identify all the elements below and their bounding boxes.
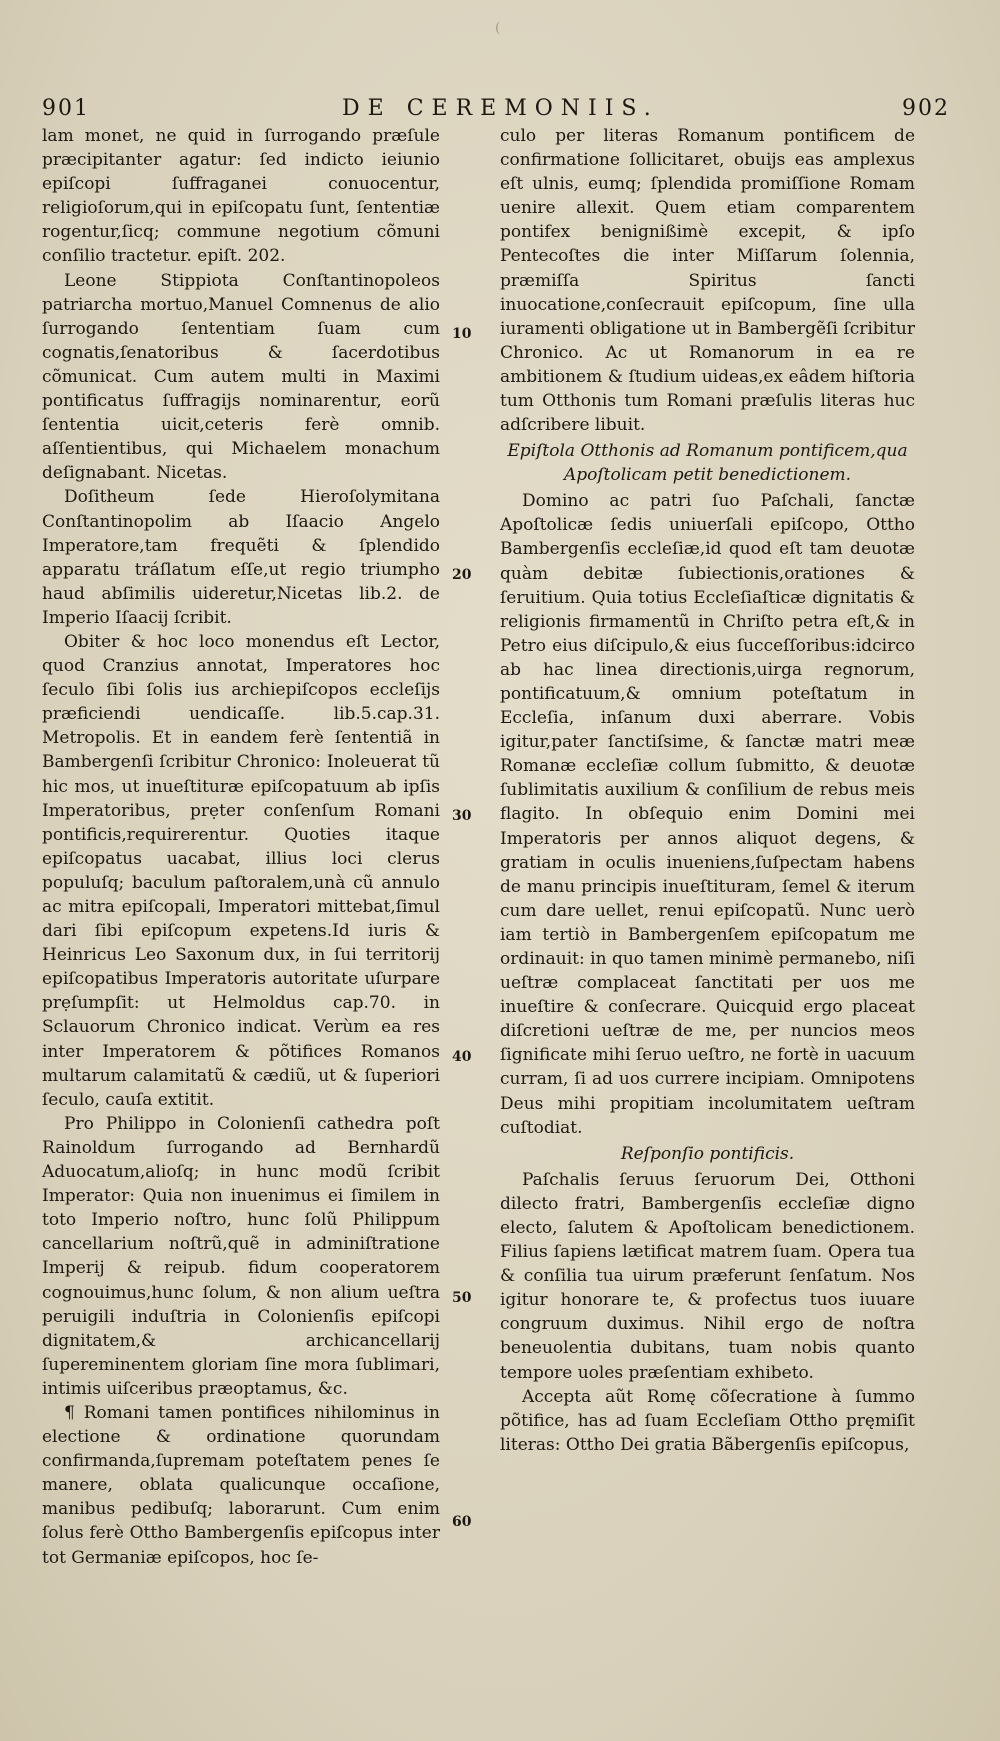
section-heading: Epiſtola Otthonis ad Romanum pontificem,qua Apoſtolicam petit benedictionem. (507, 441, 908, 486)
line-number: 30 (452, 808, 472, 824)
line-number: 10 (452, 326, 472, 342)
section-heading: Reſponſio pontificis. (620, 1143, 795, 1164)
right-column (500, 124, 915, 1457)
left-paragraph: Obiter & hoc loco monendus eſt Lector, quod Cranzius annotat, Imperatores hoc ſeculo ſibi ſolis ius archiepiſcopos eccleſijs præficiendi uendicaſſe. lib.5.cap.31. Metropolis. Et in eandem ferè ſententiã in Bambergenſi ſcribitur Chronico: Inoleuerat tũ hic mos, ut inueſtituræ epiſcopatuum ab ipſis Imperatoribus, prẹter conſenſum Romani pontificis,requirerentur. Quoties itaque epiſcopatus uacabat, illius loci clerus populuſq; baculum paſtoralem,unà cũ annulo ac mitra epiſcopali, Imperatori mittebat,ſimul dari ſibi epiſcopum expetens.Id iuris & Heinricus Leo Saxonum dux, in ſui territorij epiſcopatibus Imperatoris autoritate uſurpare prẹſumpſit: ut Helmoldus cap.70. in Sclauorum Chronico indicat. Verùm ea res inter Imperatorem & põtifices Romanos multarum calamitatũ & cædiũ, ut & ſuperiori ſeculo, cauſa extitit. (42, 631, 440, 1110)
page-number-left: 901 (42, 96, 90, 121)
right-paragraph: Domino ac patri ſuo Paſchali, ſanctæ Apoſtolicæ ſedis uniuerſali epiſcopo, Ottho Bambergenſis eccleſiæ,id quod eſt tam deuotæ quàm debitæ ſubiectionis,orationes & ſeruitium. Quia totius Eccleſiaſticæ dignitatis & religionis firmamentũ in Chriſto petra eſt,& in Petro eius diſcipulo,& eius ſucceſſoribus:idcirco ab hac linea directionis,uirga regnorum, pontificatuum,& omnium poteſtatum in Eccleſia, inſanum duxi aberrare. Vobis igitur,pater ſanctiſsime, & ſanctæ matri meæ Romanæ eccleſiæ collum ſubmitto, & deuotæ ſublimitatis auxilium & conſilium de rebus meis flagito. In obſequio enim Domini mei Imperatoris per annos aliquot degens, & gratiam in oculis inueniens,ſuſpectam habens de manu principis inueſtituram, ſemel & iterum cum dare uellet, renui epiſcopatũ. Nunc uerò iam tertiò in Bambergenſem epiſcopatum me ordinauit: in quo tamen minimè permanebo, niſi ueſtræ complaceat ſanctitati per uos me inueſtire & conſecrare. Quicquid ergo placeat diſcretioni ueſtræ de me, per nuncios meos ſignificate mihi ſeruo ueſtro, ne fortè in uacuum curram, ſi ad uos currere incipiam. Omnipotens Deus mihi propitiam incolumitatem ueſtram cuſtodiat. (500, 491, 915, 1138)
line-number: 20 (452, 567, 472, 583)
left-paragraph: Pro Philippo in Colonienſi cathedra poſt Rainoldum ſurrogando ad Bernhardũ Aduocatum,alioſq; in hunc modũ ſcribit Imperator: Quia non inuenimus ei ſimilem in toto Imperio noſtro, hunc ſolũ Philippum cancellarium noſtrũ,quẽ in adminiſtratione Imperij & reipub. fidum cooperatorem cognouimus,hunc ſolum, & non alium ueſtra peruigili induſtria in Colonienſis epiſcopi dignitatem,& archicancellarij ſupereminentem gloriam ſine mora ſublimari, intimis uiſceribus præoptamus, &c. (42, 1113, 440, 1399)
left-paragraph: Doſitheum ſede Hieroſolymitana Conſtantinopolim ab Iſaacio Angelo Imperatore,tam frequẽti & ſplendido apparatu tráſlatum eſſe,ut regio triumpho haud abſimilis uideretur,Nicetas lib.2. de Imperio Iſaacij ſcribit. (42, 487, 440, 628)
line-number: 50 (452, 1290, 472, 1306)
line-number: 40 (452, 1049, 472, 1065)
left-column (42, 124, 440, 1570)
running-title: DE CEREMONIIS. (342, 96, 659, 121)
right-paragraph: culo per literas Romanum pontificem de confirmatione ſollicitaret, obuijs eas amplexus eſt ulnis, eumq; ſplendida promiſſione Romam uenire allexit. Quem etiam comparentem pontifex benignißimè excepit, & ipſo Pentecoſtes die inter Miſſarum ſolennia, præmiſſa Spiritus ſancti inuocatione,conſecrauit epiſcopum, ſine ulla iuramenti obligatione ut in Bambergẽſi ſcribitur Chronico. Ac ut Romanorum in ea re ambitionem & ſtudium uideas,ex eâdem hiſtoria tum Otthonis tum Romani præſulis literas huc adſcribere libuit. (500, 126, 915, 436)
page-number-right: 902 (902, 96, 950, 121)
right-paragraph: Paſchalis ſeruus ſeruorum Dei, Otthoni dilecto fratri, Bambergenſis eccleſiæ digno electo, ſalutem & Apoſtolicam benedictionem. Filius ſapiens lætificat matrem ſuam. Opera tua & conſilia tua uirum præferunt ſenſatum. Nos igitur honorare te, & profectus tuos iuuare congruum duximus. Nihil ergo de noſtra beneuolentia dubitans, tuam nobis quanto tempore uoles præſentiam exhibeto. (500, 1169, 915, 1383)
left-paragraph: ¶ Romani tamen pontifices nihilominus in electione & ordinatione quorundam confirmanda,ſupremam poteſtatem penes ſe manere, oblata qualicunque occaſione, manibus pedibuſq; laborarunt. Cum enim ſolus ferè Ottho Bambergenſis epiſcopus inter tot Germaniæ epiſcopos, hoc ſe- (42, 1402, 440, 1568)
line-number: 60 (452, 1514, 472, 1530)
left-paragraph: Leone Stippiota Conſtantinopoleos patriarcha mortuo,Manuel Comnenus de alio ſurrogando ſententiam ſuam cum cognatis,ſenatoribus & ſacerdotibus cõmunicat. Cum autem multi in Maximi pontificatus ſuffragijs nominarentur, eorũ ſententia uicit,ceteris ferè omnib. aſſentientibus, qui Michaelem monachum deſignabant. Nicetas. (42, 270, 440, 484)
top-ornament: ( (495, 20, 501, 36)
right-paragraph: Accepta aũt Romę cõſecratione à ſummo põtifice, has ad ſuam Eccleſiam Ottho pręmiſit literas: Ottho Dei gratia Bãbergenſis epiſcopus, (500, 1386, 915, 1455)
left-paragraph: lam monet, ne quid in ſurrogando præſule præcipitanter agatur: ſed indicto ieiunio epiſcopi ſuffraganei conuocentur, religioſorum,qui in epiſcopatu ſunt, ſententiæ rogentur,ſicq; commune negotium cõmuni conſilio tractetur. epiſt. 202. (42, 126, 440, 267)
